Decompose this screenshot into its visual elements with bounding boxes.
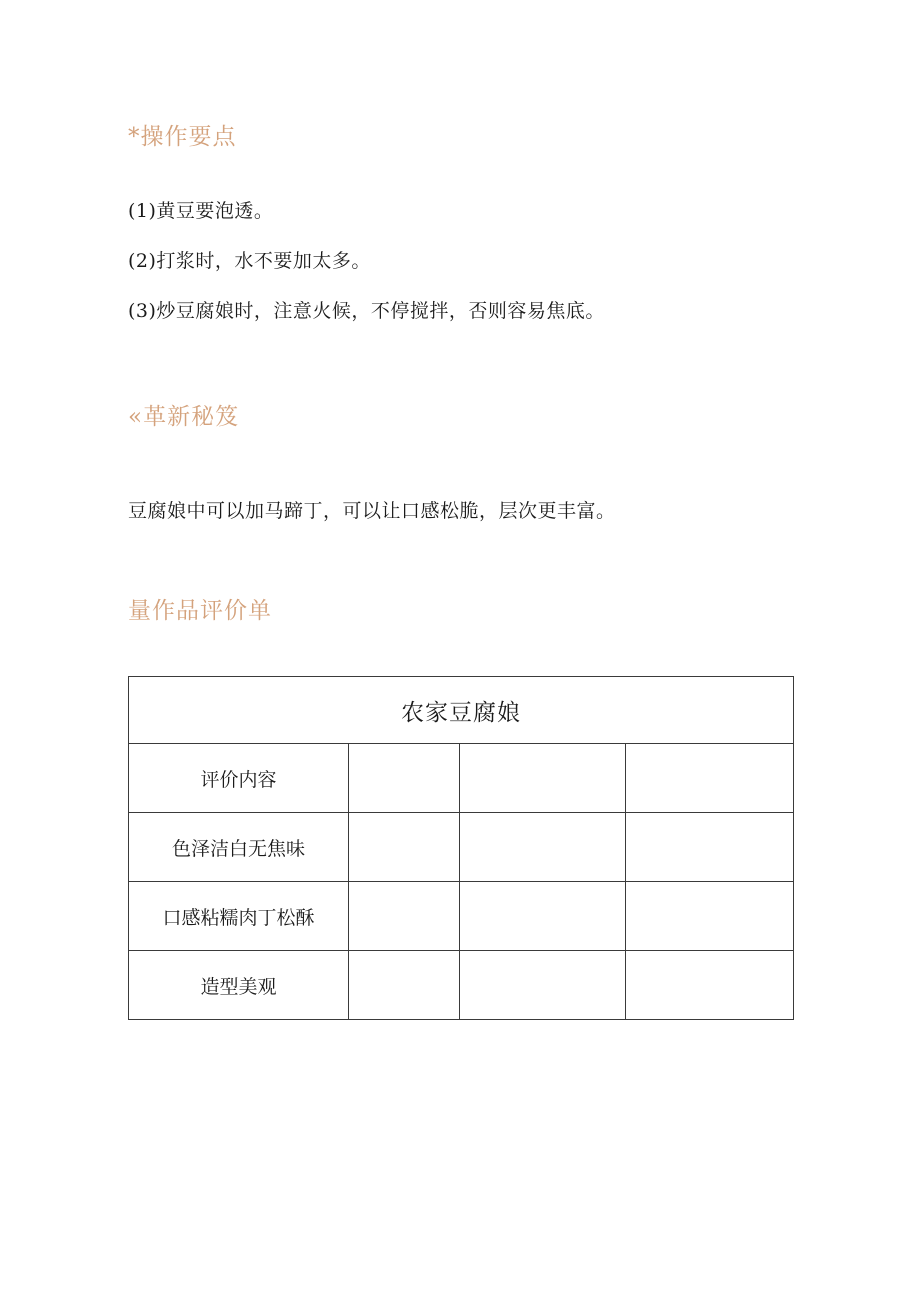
table-row [129, 882, 794, 951]
score-cell[interactable] [460, 882, 626, 951]
row-label: 口感粘糯肉丁松酥 [129, 882, 349, 951]
score-cell[interactable] [626, 813, 794, 882]
evaluation-heading: 量作品评价单 [128, 598, 272, 624]
row-label: 色泽洁白无焦味 [129, 813, 349, 882]
score-cell[interactable] [349, 882, 460, 951]
score-cell[interactable] [626, 882, 794, 951]
score-cell[interactable] [349, 951, 460, 1020]
table-row [129, 744, 794, 813]
innovation-heading: «革新秘笈 [128, 404, 240, 430]
operation-point-3: (3)炒豆腐娘时，注意火候，不停搅拌，否则容易焦底。 [128, 300, 605, 322]
score-cell[interactable] [460, 744, 626, 813]
score-cell[interactable] [349, 813, 460, 882]
innovation-text: 豆腐娘中可以加马蹄丁，可以让口感松脆，层次更丰富。 [128, 500, 616, 522]
score-cell[interactable] [626, 951, 794, 1020]
score-cell[interactable] [460, 951, 626, 1020]
table-row [129, 813, 794, 882]
evaluation-table [128, 676, 794, 1020]
table-title: 农家豆腐娘 [129, 677, 794, 744]
row-label: 评价内容 [129, 744, 349, 813]
score-cell[interactable] [460, 813, 626, 882]
row-label: 造型美观 [129, 951, 349, 1020]
score-cell[interactable] [349, 744, 460, 813]
operation-heading: *操作要点 [128, 124, 237, 150]
table-row [129, 951, 794, 1020]
score-cell[interactable] [626, 744, 794, 813]
operation-point-1: (1)黄豆要泡透。 [128, 200, 274, 222]
operation-point-2: (2)打浆时，水不要加太多。 [128, 250, 371, 272]
